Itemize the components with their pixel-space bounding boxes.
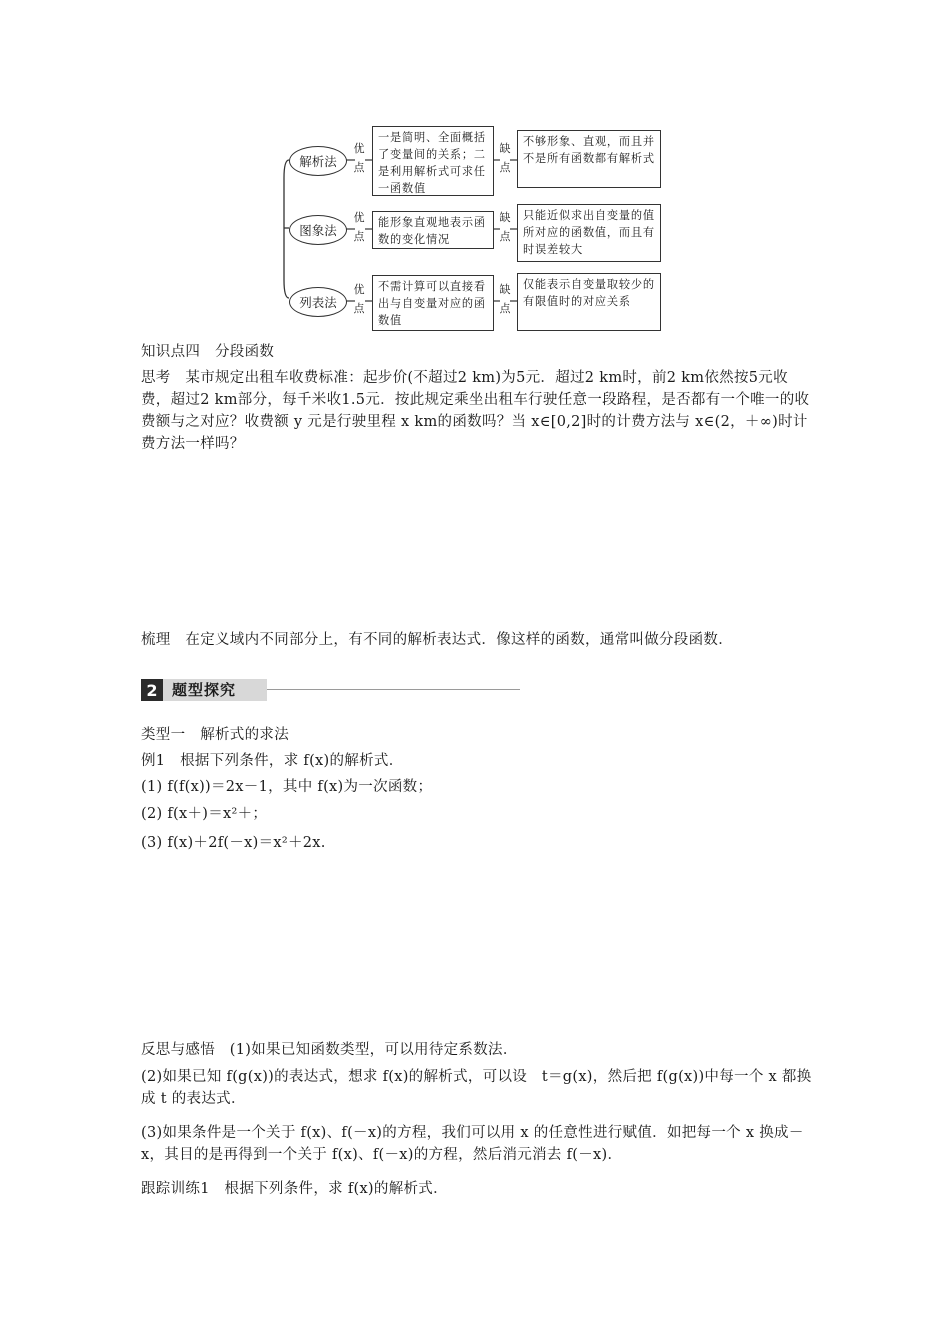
summary-paragraph: 梳理 在定义域内不同部分上，有不同的解析表达式．像这样的函数，通常叫做分段函数． [141, 632, 733, 648]
think-paragraph: 思考 某市规定出租车收费标准：起步价(不超过2 km)为5元．超过2 km时，前2 km依然按5元收费，超过2 km部分，每千米收1.5元．按此规定乘坐出租车行驶任意一段路程，是否都有一个唯一的收费额与之对应？收费额 y 元是行驶里程 x km的函数吗？当 x∈[0,2]时的计费方法与 x∈(2，＋∞)时计费方法一样吗？ [141, 370, 810, 452]
pro-tag: 优点 [353, 283, 365, 315]
reflection-paragraph-2: (2)如果已知 f(g(x))的表达式，想求 f(x)的解析式，可以设 t＝g(x)，然后把 f(g(x))中每一个 x 都换成 t 的表达式． [141, 1069, 812, 1107]
con-box-table: 仅能表示自变量取较少的有限值时的对应关系 [517, 273, 661, 331]
pro-box-table: 不需计算可以直接看出与自变量对应的函数值 [372, 275, 494, 331]
method-node-graph: 图象法 [289, 215, 347, 245]
example-1-prompt: 例1 根据下列条件，求 f(x)的解析式． [141, 753, 404, 769]
con-box-graph: 只能近似求出自变量的值所对应的函数值，而且有时误差较大 [517, 204, 661, 262]
training-1-prompt: 跟踪训练1 根据下列条件，求 f(x)的解析式． [141, 1181, 448, 1197]
example-1-item: (2) f(x＋)＝x²＋； [141, 806, 268, 822]
methods-comparison-diagram [280, 118, 670, 336]
pro-tag: 优点 [353, 211, 365, 243]
pro-tag: 优点 [353, 142, 365, 174]
knowledge-point-title: 知识点四 分段函数 [141, 344, 275, 360]
con-tag: 缺点 [499, 211, 511, 243]
example-1-item: (1) f(f(x))＝2x－1，其中 f(x)为一次函数； [141, 779, 433, 795]
con-box-analytic: 不够形象、直观，而且并不是所有函数都有解析式 [517, 130, 661, 188]
method-node-table: 列表法 [289, 287, 347, 317]
section-divider [267, 689, 520, 690]
example-1-item: (3) f(x)＋2f(－x)＝x²＋2x. [141, 835, 326, 851]
section-number: 2 [141, 679, 163, 701]
method-node-analytic: 解析法 [289, 146, 347, 176]
con-tag: 缺点 [499, 283, 511, 315]
reflection-paragraph-1: 反思与感悟 (1)如果已知函数类型，可以用待定系数法． [141, 1042, 518, 1058]
pro-box-analytic: 一是简明、全面概括了变量间的关系；二是利用解析式可求任一函数值 [372, 126, 494, 196]
pro-box-graph: 能形象直观地表示函数的变化情况 [372, 211, 494, 249]
reflection-paragraph-3: (3)如果条件是一个关于 f(x)、f(－x)的方程，我们可以用 x 的任意性进行赋值．如把每一个 x 换成－x，其目的是再得到一个关于 f(x)、f(－x)的方程，然后消元消去 f(－x)． [141, 1125, 804, 1163]
section-title: 题型探究 [172, 681, 237, 699]
type-one-title: 类型一 解析式的求法 [141, 727, 289, 743]
con-tag: 缺点 [499, 142, 511, 174]
